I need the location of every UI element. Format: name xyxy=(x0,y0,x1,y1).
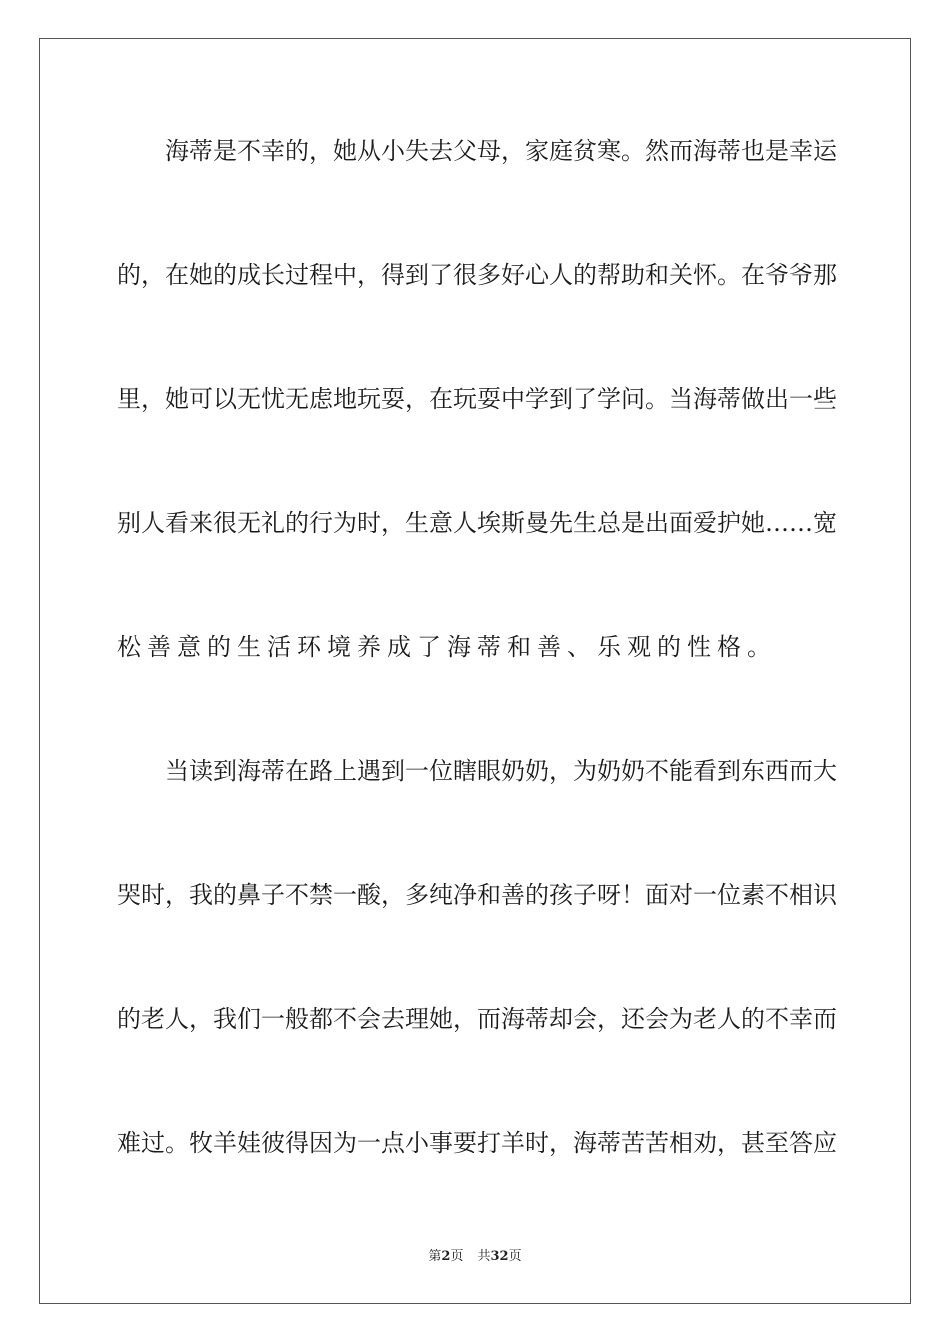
total-prefix: 共 xyxy=(477,1249,491,1264)
page-footer xyxy=(0,1248,950,1266)
text-line: 当读到海蒂在路上遇到一位瞎眼奶奶，为奶奶不能看到东西而大 xyxy=(165,757,837,785)
text-line: 海蒂是不幸的，她从小失去父母，家庭贫寒。然而海蒂也是幸运 xyxy=(165,137,837,165)
total-suffix: 页 xyxy=(508,1249,522,1264)
page-suffix: 页 xyxy=(450,1249,464,1264)
text-line: 的，在她的成长过程中，得到了很多好心人的帮助和关怀。在爷爷那 xyxy=(117,261,837,289)
total-pages: 32 xyxy=(490,1249,509,1264)
page-number: 2 xyxy=(441,1249,451,1264)
text-line: 别人看来很无礼的行为时，生意人埃斯曼先生总是出面爱护她……宽 xyxy=(117,509,837,537)
text-line: 松善意的生活环境养成了海蒂和善、乐观的性格。 xyxy=(117,633,777,661)
text-line: 里，她可以无忧无虑地玩耍，在玩耍中学到了学问。当海蒂做出一些 xyxy=(117,385,837,413)
text-line: 的老人，我们一般都不会去理她，而海蒂却会，还会为老人的不幸而 xyxy=(117,1005,837,1033)
text-line: 哭时，我的鼻子不禁一酸，多纯净和善的孩子呀！面对一位素不相识 xyxy=(117,881,837,909)
text-line: 难过。牧羊娃彼得因为一点小事要打羊时，海蒂苦苦相劝，甚至答应 xyxy=(117,1129,837,1157)
page-frame xyxy=(39,38,911,1304)
page-prefix: 第 xyxy=(428,1249,442,1264)
